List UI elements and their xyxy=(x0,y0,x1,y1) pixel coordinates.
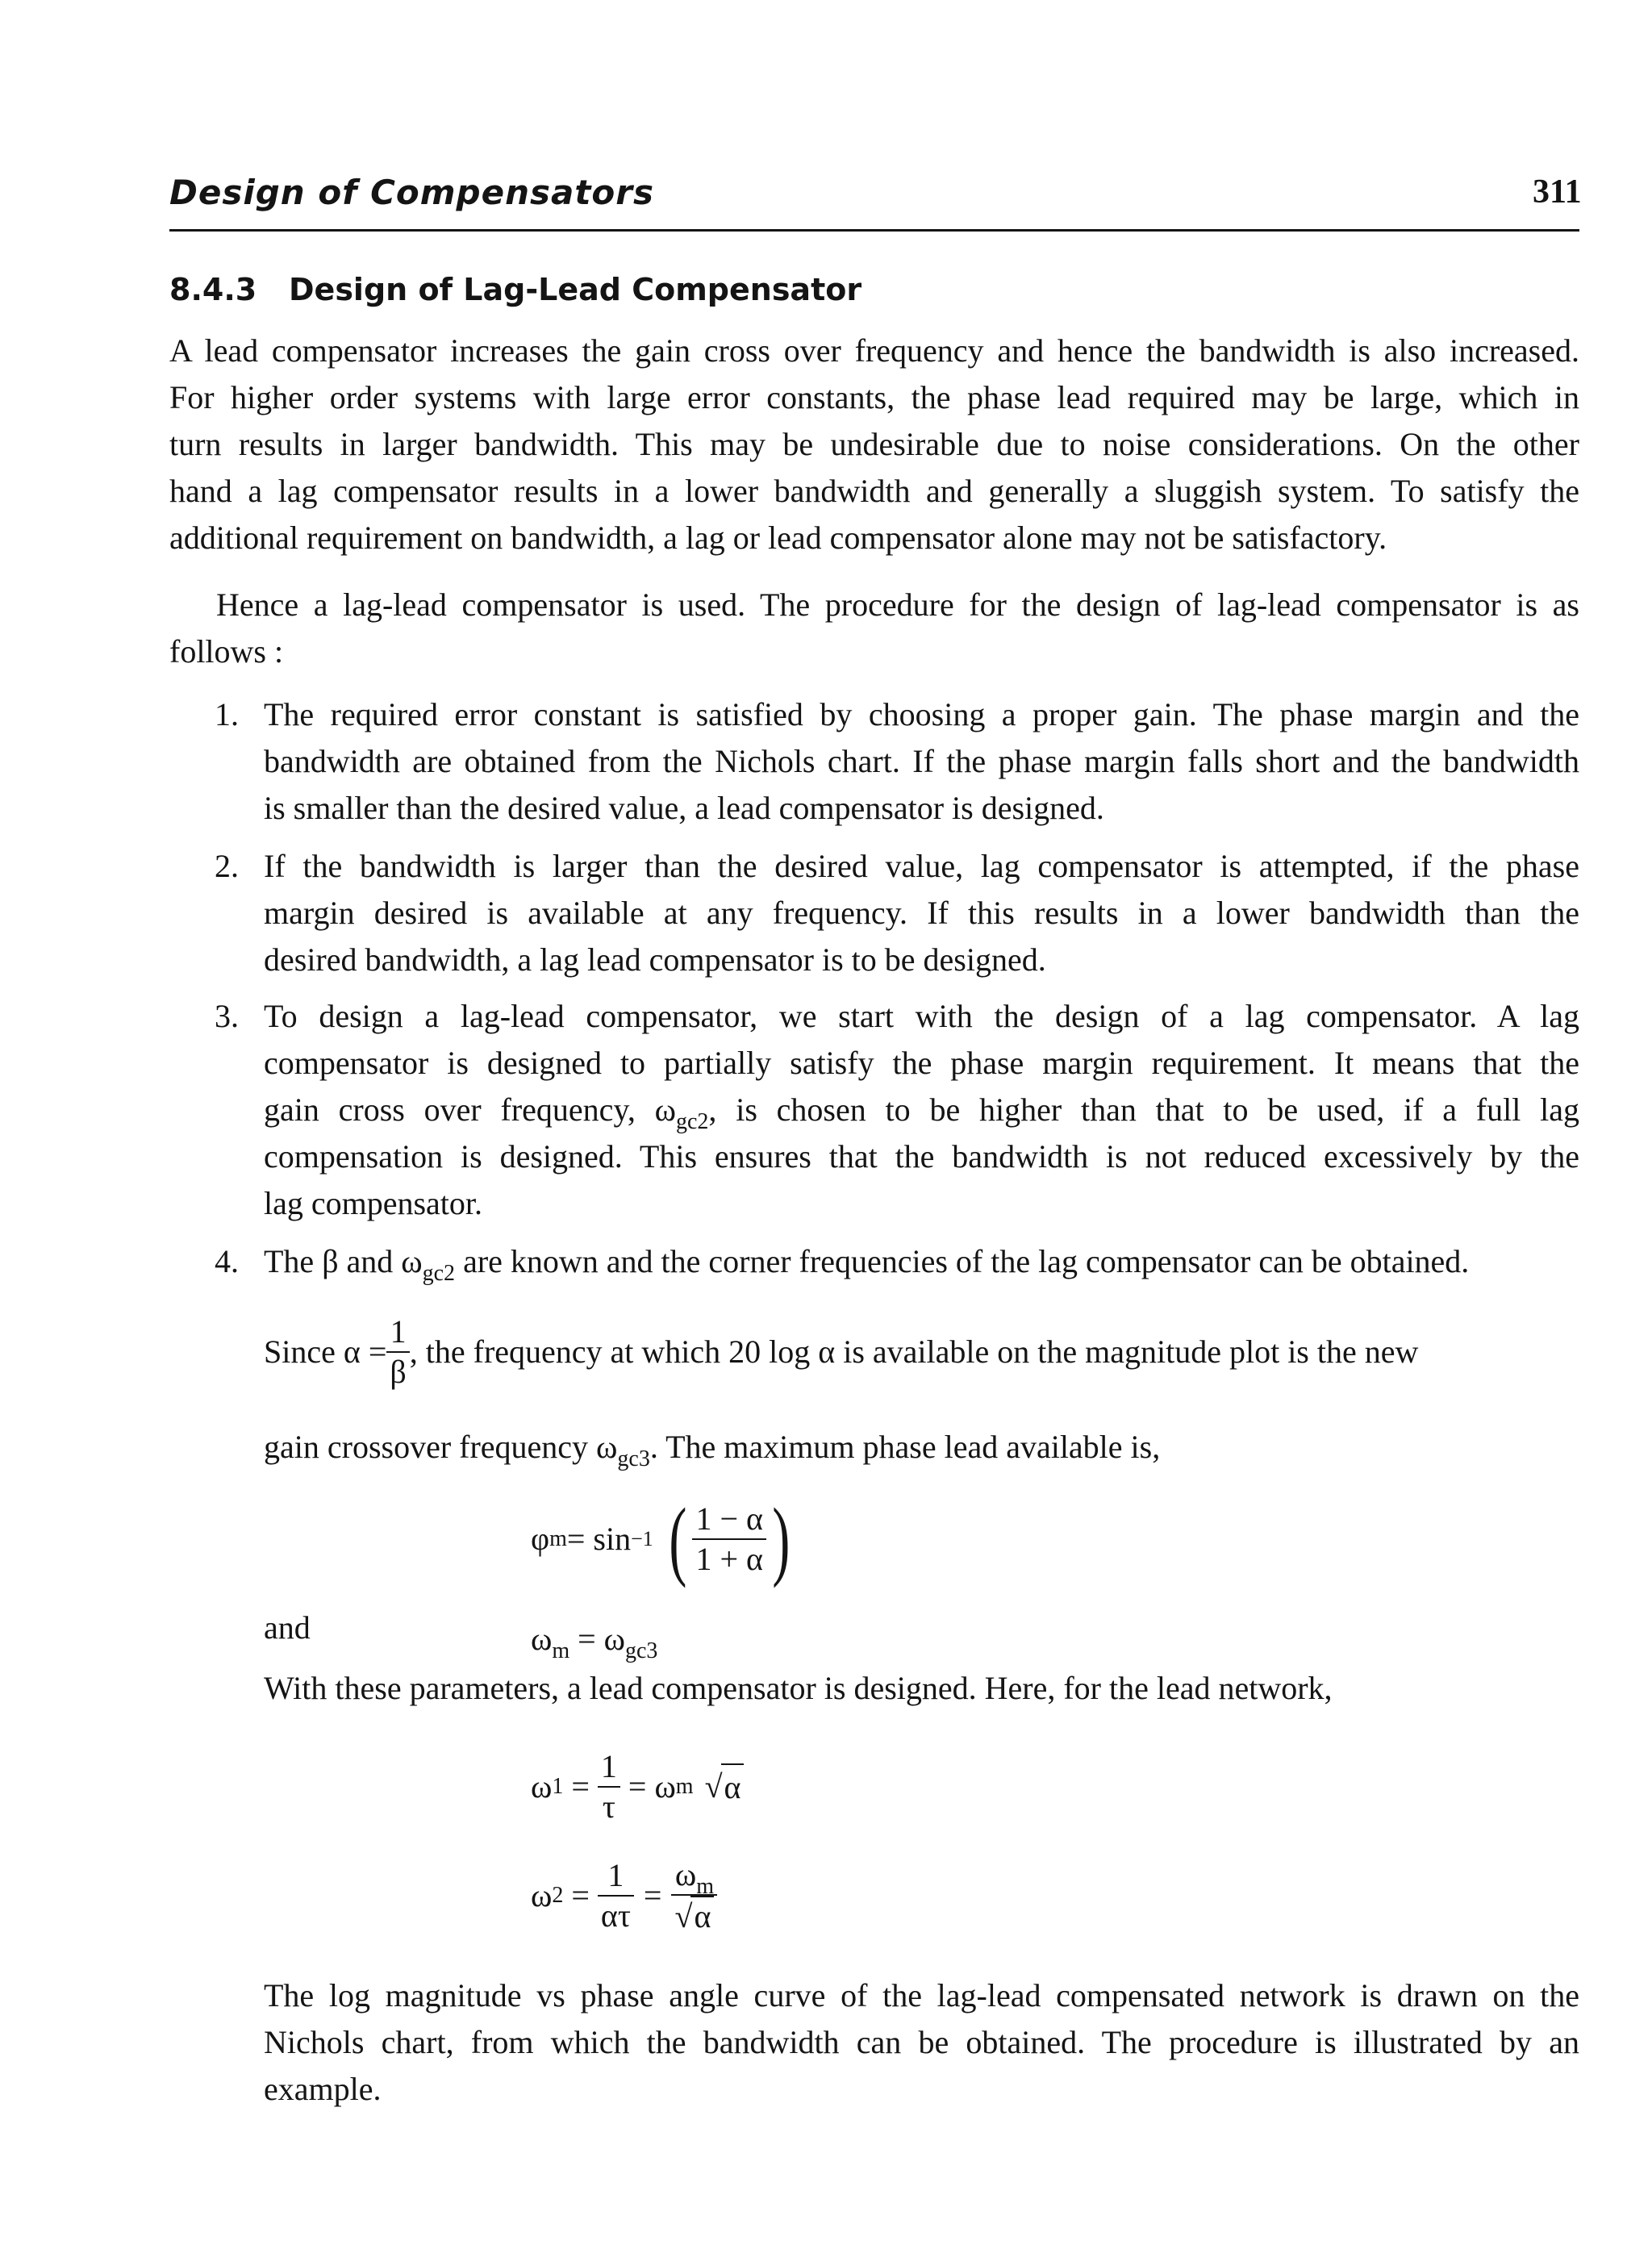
section-title: Design of Lag-Lead Compensator xyxy=(289,272,862,307)
section-heading xyxy=(169,272,861,307)
equation-phi-m: φ m = sin −1 ( $\frac{1 - \alpha}{1 + \alpha}$ ) xyxy=(531,1490,791,1588)
section-number: 8.4.3 xyxy=(169,272,257,307)
paragraph-procedure xyxy=(169,582,1579,674)
text-line: For higher order systems with large error constants, the phase lead required may be large, which in xyxy=(169,379,1579,415)
equation-omega-2: ω 2 = $\frac{1}{\alpha\tau}$ = $\frac{\omega_m}{√\alpha}$ xyxy=(531,1847,717,1944)
text-line: margin desired is available at any frequency. If this results in a lower bandwidth than the xyxy=(264,895,1579,931)
list-item-number: 2. xyxy=(215,848,239,884)
and-label: and xyxy=(264,1609,311,1646)
equation-omega-m: $\omega_m = \omega_{gc3}$ xyxy=(531,1621,658,1663)
text-line: example. xyxy=(264,2071,382,2107)
text-line: bandwidth are obtained from the Nichols chart. If the phase margin falls short and the bandwidth xyxy=(264,743,1579,779)
text-line: desired bandwidth, a lag lead compensator is to be designed. xyxy=(264,941,1046,978)
with-parameters-line: With these parameters, a lead compensator is designed. Here, for the lead network, xyxy=(264,1670,1333,1706)
running-header-title: Design of Compensators xyxy=(169,173,654,212)
page-number: 311 xyxy=(1533,173,1582,211)
text-line-with-subscript: gain cross over frequency, $\omega_{gc2}$, is chosen to be higher than that to be used, if a full lag xyxy=(264,1091,1579,1134)
list-item xyxy=(264,994,1579,1226)
text-line: turn results in larger bandwidth. This may be undesirable due to noise considerations. On the other xyxy=(169,426,1579,462)
text-line: hand a lag compensator results in a lower bandwidth and generally a sluggish system. To satisfy the xyxy=(169,473,1579,509)
text-line: is smaller than the desired value, a lead compensator is designed. xyxy=(264,790,1104,826)
list-item xyxy=(264,692,1579,831)
list-item-number: 4. xyxy=(215,1243,239,1279)
text-line: lag compensator. xyxy=(264,1185,483,1221)
text-line: To design a lag-lead compensator, we start with the design of a lag compensator. A lag xyxy=(264,998,1579,1034)
fraction-one-over-beta: $\frac{1}{\beta}$ xyxy=(386,1312,409,1392)
text-line: A lead compensator increases the gain cross over frequency and hence the bandwidth is also increased. xyxy=(169,332,1579,369)
text-line: Hence a lag-lead compensator is used. The procedure for the design of lag-lead compensator is as xyxy=(216,586,1579,623)
text-line: compensation is designed. This ensures that the bandwidth is not reduced excessively by the xyxy=(264,1138,1579,1175)
text-line: The required error constant is satisfied by choosing a proper gain. The phase margin and the xyxy=(264,696,1579,732)
list-item xyxy=(264,844,1579,983)
text-line: additional requirement on bandwidth, a lag or lead compensator alone may not be satisfactory. xyxy=(169,520,1387,556)
list-item-number: 3. xyxy=(215,998,239,1034)
gain-crossover-line: gain crossover frequency $\omega_{gc3}$. The maximum phase lead available is, xyxy=(264,1429,1161,1471)
text-line: If the bandwidth is larger than the desired value, lag compensator is attempted, if the phase xyxy=(264,848,1579,884)
header-rule xyxy=(169,229,1579,232)
text-line: follows : xyxy=(169,633,284,670)
text-line: The log magnitude vs phase angle curve of the lag-lead compensated network is drawn on the xyxy=(264,1977,1579,2014)
list-item-number: 1. xyxy=(215,696,239,732)
text-line: compensator is designed to partially satisfy the phase margin requirement. It means that the xyxy=(264,1045,1579,1081)
equation-omega-1: ω 1 = $\frac{1}{\tau}$ = ω m √ α xyxy=(531,1738,744,1835)
paragraph-final xyxy=(264,1973,1579,2112)
since-alpha-line: Since α = $\frac{1}{\beta}$ , the frequency at which 20 log α is available on the magnitude plot is the new xyxy=(264,1313,1419,1390)
text-line: Nichols chart, from which the bandwidth can be obtained. The procedure is illustrated by an xyxy=(264,2024,1579,2060)
list-item: The β and $\omega_{gc2}$ are known and the corner frequencies of the lag compensator can be obtained. xyxy=(264,1243,1470,1286)
paragraph-intro xyxy=(169,328,1579,561)
